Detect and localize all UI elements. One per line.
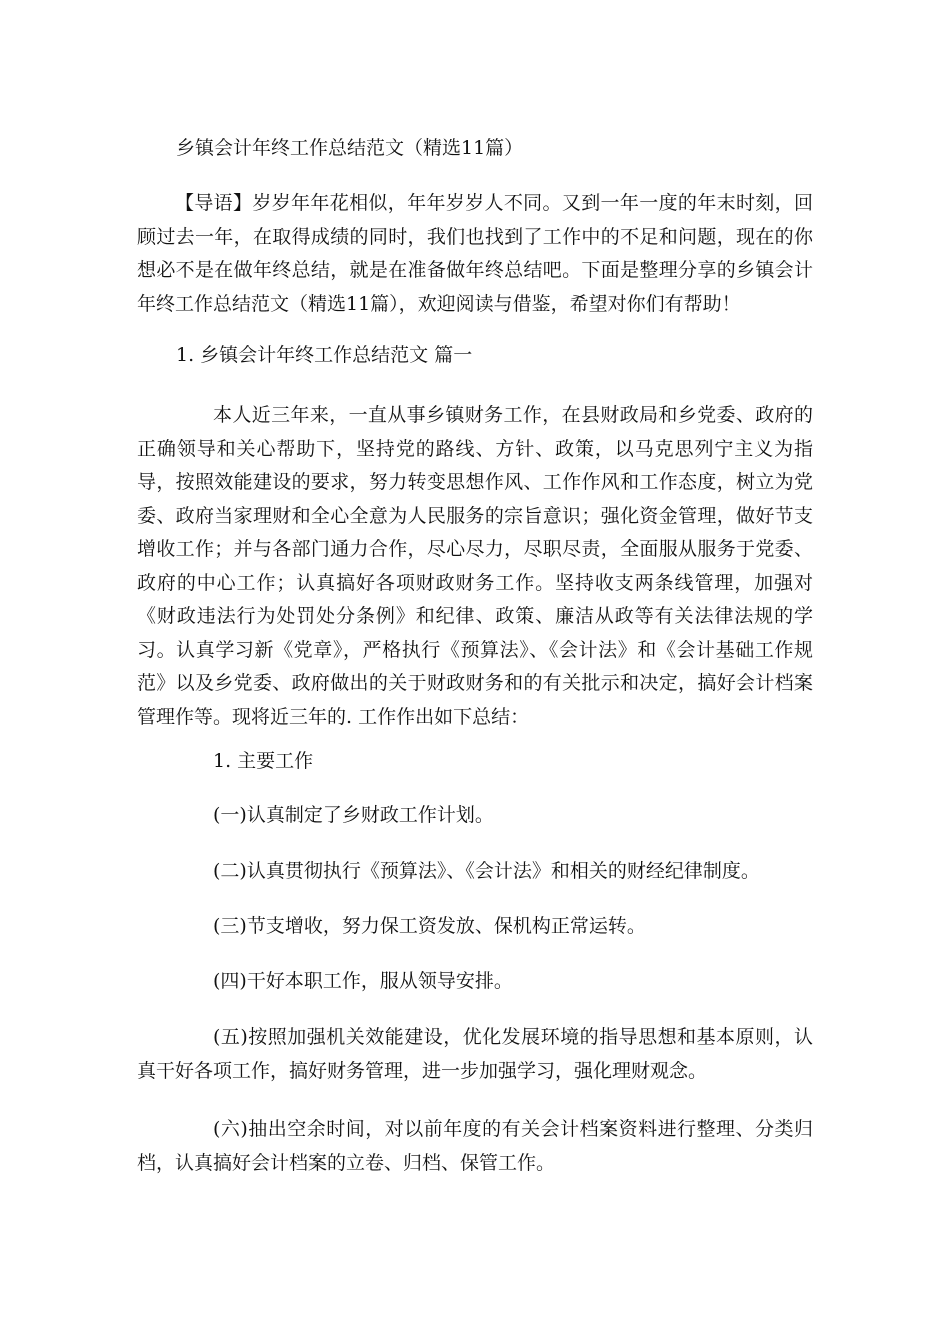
list-item: (五)按照加强机关效能建设，优化发展环境的指导思想和基本原则，认真干好各项工作，搞好财务管理，进一步加强学习，强化理财观念。 bbox=[137, 1026, 813, 1082]
list-item: (一)认真制定了乡财政工作计划。 bbox=[213, 804, 494, 826]
section-heading: 1. 乡镇会计年终工作总结范文 篇一 bbox=[176, 344, 473, 366]
document-title: 乡镇会计年终工作总结范文（精选11篇） bbox=[176, 137, 524, 159]
intro-paragraph: 【导语】岁岁年年花相似，年年岁岁人不同。又到一年一度的年末时刻，回顾过去一年，在取得成绩的同时，我们也找到了工作中的不足和问题，现在的你想必不是在做年终总结，就是在准备做年终总结吧。下面是整理分享的乡镇会计年终工作总结范文（精选11篇），欢迎阅读与借鉴，希望对你们有帮助！ bbox=[137, 192, 813, 315]
body-paragraph: 本人近三年来，一直从事乡镇财务工作，在县财政局和乡党委、政府的正确领导和关心帮助下，坚持党的路线、方针、政策，以马克思列宁主义为指导，按照效能建设的要求，努力转变思想作风、工作作风和工作态度，树立为党委、政府当家理财和全心全意为人民服务的宗旨意识；强化资金管理，做好节支增收工作；并与各部门通力合作，尽心尽力，尽职尽责，全面服从服务于党委、政府的中心工作；认真搞好各项财政财务工作。坚持收支两条线管理，加强对《财政违法行为处罚处分条例》和纪律、政策、廉洁从政等有关法律法规的学习。认真学习新《党章》，严格执行《预算法》、《会计法》和《会计基础工作规范》以及乡党委、政府做出的关于财政财务和的有关批示和决定，搞好会计档案管理作等。现将近三年的. 工作作出如下总结： bbox=[137, 404, 813, 728]
list-item: (四)干好本职工作，服从领导安排。 bbox=[213, 970, 513, 992]
list-item: (六)抽出空余时间，对以前年度的有关会计档案资料进行整理、分类归档，认真搞好会计档案的立卷、归档、保管工作。 bbox=[137, 1118, 813, 1174]
list-item: 1. 主要工作 bbox=[213, 750, 314, 772]
list-item: (二)认真贯彻执行《预算法》、《会计法》和相关的财经纪律制度。 bbox=[213, 860, 760, 882]
list-item: (三)节支增收，努力保工资发放、保机构正常运转。 bbox=[213, 915, 646, 937]
